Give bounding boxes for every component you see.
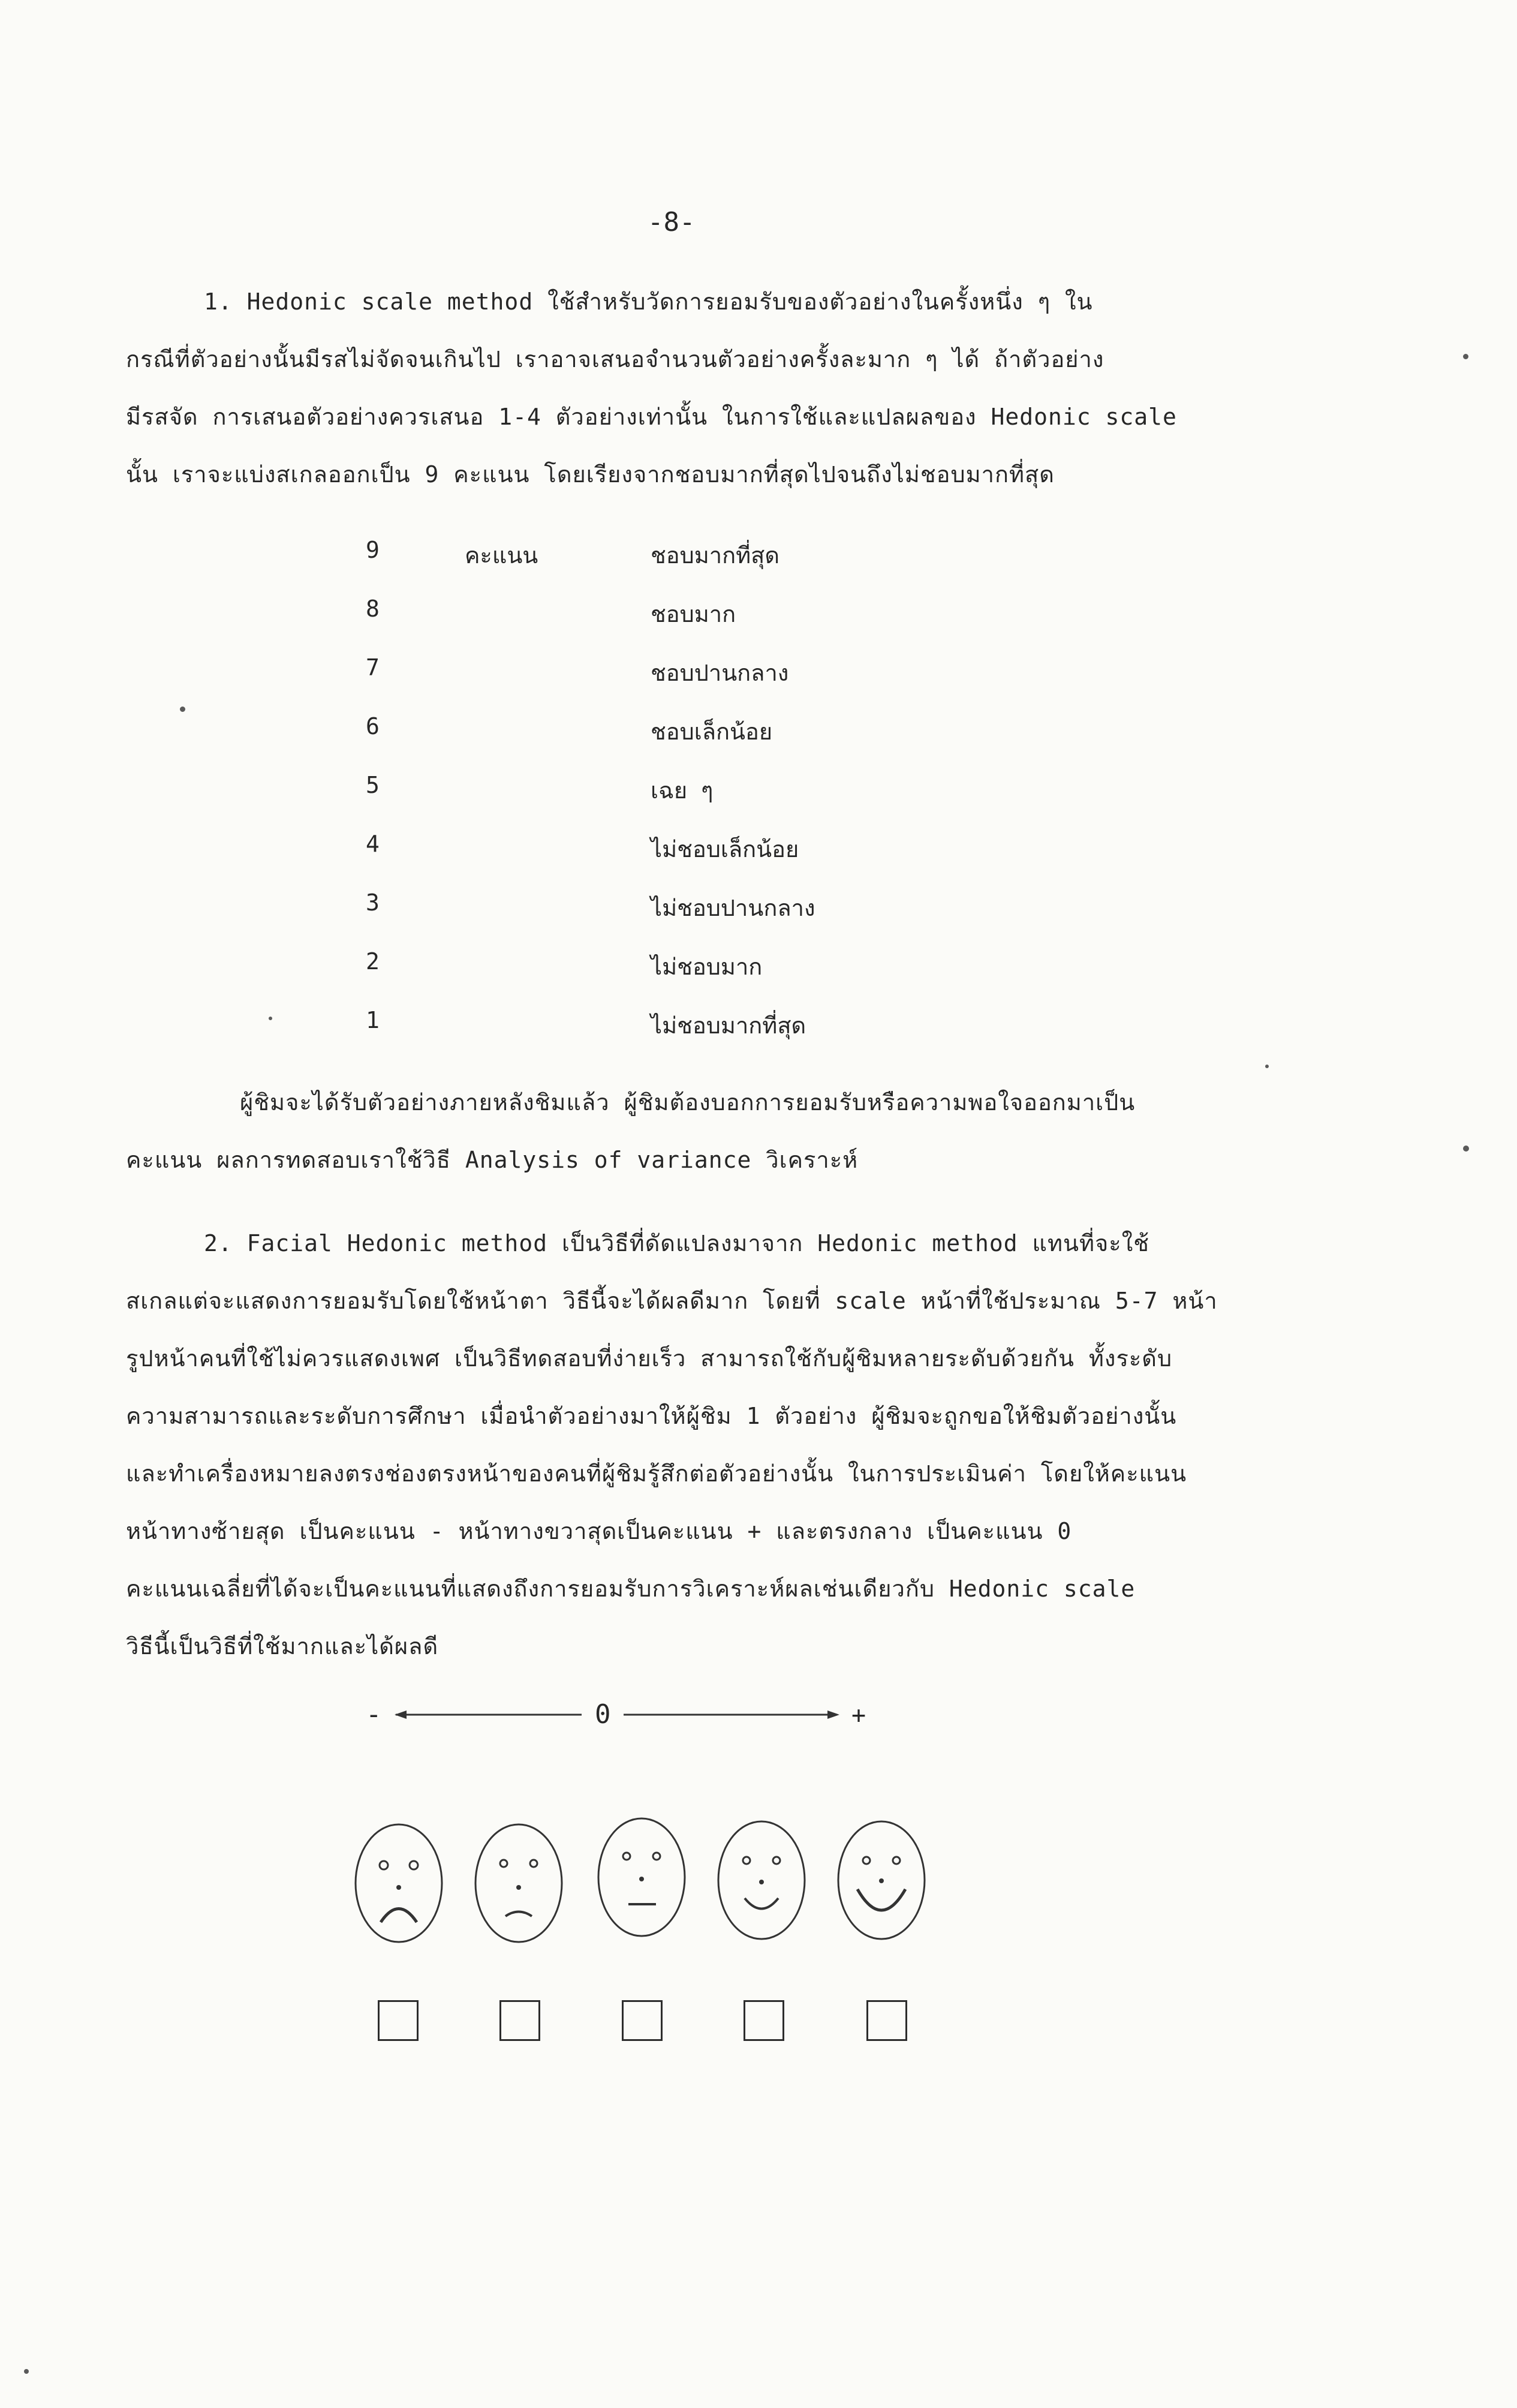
happy-face-checkbox[interactable] <box>744 2000 784 2041</box>
scale-description: ไม่ชอบเล็กน้อย <box>651 836 799 862</box>
paragraph-evaluation <box>126 1074 1217 1189</box>
neutral-face-icon <box>594 1814 690 1940</box>
scale-score: 2 <box>366 948 380 975</box>
scale-score: 8 <box>366 596 380 622</box>
text-line: ผู้ชิมจะได้รับตัวอย่างภายหลังชิมแล้ว ผู้ชิมต้องบอกการยอมรับหรือความพอใจออกมาเป็น <box>240 1089 1136 1116</box>
axis-left-arrowhead <box>395 1710 407 1719</box>
scale-score: 5 <box>366 772 380 798</box>
text-line: 1. Hedonic scale method ใช้สำหรับวัดการยอมรับของตัวอย่างในครั้งหนึ่ง ๆ ใน <box>204 288 1093 315</box>
scale-description: ชอบมากที่สุด <box>651 542 780 569</box>
scale-description: ไม่ชอบปานกลาง <box>651 895 815 921</box>
text-line: นั้น เราจะแบ่งสเกลออกเป็น 9 คะแนน โดยเรียงจากชอบมากที่สุดไปจนถึงไม่ชอบมากที่สุด <box>126 461 1055 488</box>
scan-speck <box>1463 354 1468 359</box>
scale-score: 1 <box>366 1007 380 1033</box>
very-happy-face-icon <box>833 1817 929 1943</box>
scan-speck <box>1463 1146 1469 1152</box>
very-happy-face-checkbox[interactable] <box>866 2000 907 2041</box>
axis-right-arrowhead <box>827 1710 839 1719</box>
scan-speck <box>1265 1065 1269 1068</box>
text-line: หน้าทางซ้ายสุด เป็นคะแนน - หน้าทางขวาสุดเป็นคะแนน + และตรงกลาง เป็นคะแนน 0 <box>126 1518 1072 1544</box>
scan-speck <box>180 707 185 712</box>
text-line: และทำเครื่องหมายลงตรงช่องตรงหน้าของคนที่ผู้ชิมรู้สึกต่อตัวอย่างนั้น ในการประเมินค่า โดยให้คะแนน <box>126 1460 1187 1487</box>
very-sad-face-icon <box>351 1820 447 1946</box>
text-line: คะแนน ผลการทดสอบเราใช้วิธี Analysis of variance วิเคราะห์ <box>126 1147 859 1173</box>
scale-description: ไม่ชอบมาก <box>651 954 763 980</box>
scan-speck <box>24 2369 29 2374</box>
text-line: สเกลแต่จะแสดงการยอมรับโดยใช้หน้าตา วิธีนี้จะได้ผลดีมาก โดยที่ scale หน้าที่ใช้ประมาณ 5-7 หน้า <box>126 1288 1218 1314</box>
scale-description: เฉย ๆ <box>651 777 714 804</box>
scale-description: ชอบมาก <box>651 601 736 627</box>
scan-speck <box>269 1017 272 1020</box>
happy-face-icon <box>714 1817 809 1943</box>
scale-score: 9 <box>366 537 380 563</box>
neutral-face-checkbox[interactable] <box>622 2000 663 2041</box>
scale-score: 3 <box>366 889 380 916</box>
scale-description: ชอบเล็กน้อย <box>651 719 773 745</box>
text-line: 2. Facial Hedonic method เป็นวิธีที่ดัดแปลงมาจาก Hedonic method แทนที่จะใช้ <box>204 1230 1150 1256</box>
axis-minus-label: - <box>366 1699 382 1730</box>
section-facial-hedonic <box>126 1214 1217 1675</box>
scale-score: 7 <box>366 654 380 681</box>
facial-scale-axis <box>360 1688 875 1736</box>
scale-score: 4 <box>366 831 380 857</box>
text-line: คะแนนเฉลี่ยที่ได้จะเป็นคะแนนที่แสดงถึงการยอมรับการวิเคราะห์ผลเช่นเดียวกับ Hedonic scale <box>126 1576 1136 1602</box>
page-number: -8- <box>648 207 696 238</box>
very-sad-face-checkbox[interactable] <box>378 2000 419 2041</box>
text-line: มีรสจัด การเสนอตัวอย่างควรเสนอ 1-4 ตัวอย่างเท่านั้น ในการใช้และแปลผลของ Hedonic scale <box>126 404 1177 430</box>
scale-description: ไม่ชอบมากที่สุด <box>651 1012 806 1039</box>
scale-description: ชอบปานกลาง <box>651 660 789 686</box>
text-line: รูปหน้าคนที่ใช้ไม่ควรแสดงเพศ เป็นวิธีทดสอบที่ง่ายเร็ว สามารถใช้กับผู้ชิมหลายระดับด้วยกัน ทั้งระดับ <box>126 1345 1173 1372</box>
text-line: กรณีที่ตัวอย่างนั้นมีรสไม่จัดจนเกินไป เราอาจเสนอจำนวนตัวอย่างครั้งละมาก ๆ ได้ ถ้าตัวอย่าง <box>126 346 1104 372</box>
text-line: วิธีนี้เป็นวิธีที่ใช้มากและได้ผลดี <box>126 1633 439 1660</box>
axis-plus-label: + <box>851 1701 866 1729</box>
sad-face-checkbox[interactable] <box>499 2000 540 2041</box>
sad-face-icon <box>471 1820 567 1946</box>
scale-unit: คะแนน <box>465 542 538 569</box>
scale-score: 6 <box>366 713 380 739</box>
axis-zero-label: 0 <box>595 1699 611 1730</box>
section-hedonic-scale <box>126 273 1217 503</box>
text-line: ความสามารถและระดับการศึกษา เมื่อนำตัวอย่างมาให้ผู้ชิม 1 ตัวอย่าง ผู้ชิมจะถูกขอให้ชิมตัวอย่างนั้น <box>126 1403 1177 1429</box>
